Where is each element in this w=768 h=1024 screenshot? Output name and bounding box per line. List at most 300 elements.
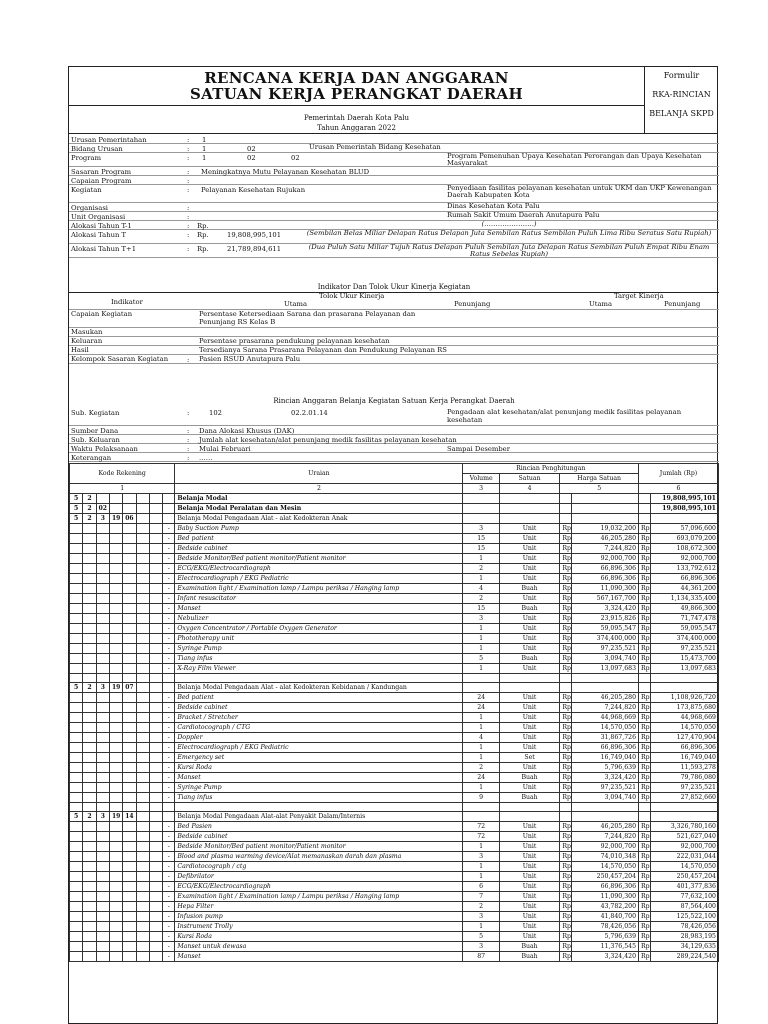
volume-cell: 1 — [463, 713, 499, 723]
blank-cell — [499, 803, 560, 812]
dash-cell: - — [163, 832, 175, 842]
harga-cell — [572, 812, 639, 822]
dash-cell: - — [163, 534, 175, 544]
rp-cell: Rp — [560, 693, 572, 703]
rp-cell: Rp — [560, 733, 572, 743]
rp-cell: Rp — [639, 604, 651, 614]
info-label: Program — [71, 154, 102, 162]
rp-cell: Rp — [560, 564, 572, 574]
alloc-rp: Rp. — [197, 222, 209, 230]
kode-cell — [70, 534, 83, 544]
satuan-cell: Unit — [499, 554, 560, 564]
kode-cell — [70, 872, 83, 882]
h-indikator: Indikator — [111, 298, 143, 306]
kode-cell — [136, 534, 149, 544]
kode-cell — [149, 743, 162, 753]
uraian-cell: Hepa Filter — [175, 902, 463, 912]
kode-cell — [83, 942, 96, 952]
uraian-cell: Belanja Modal Pengadaan Alat - alat Kedokteran Anak — [175, 514, 463, 524]
alloc-rp: Rp. — [197, 231, 209, 239]
kode-cell — [83, 832, 96, 842]
kode-cell — [109, 783, 122, 793]
kode-cell — [96, 644, 109, 654]
rincian-row — [69, 426, 719, 435]
kode-cell — [149, 812, 162, 822]
uraian-cell: Emergency set — [175, 753, 463, 763]
volume-cell — [463, 494, 499, 504]
satuan-cell: Unit — [499, 713, 560, 723]
info-row — [69, 244, 719, 258]
kode-cell — [136, 664, 149, 674]
kode-cell — [136, 723, 149, 733]
harga-cell: 7,244,820 — [572, 832, 639, 842]
jumlah-cell: 14,570,050 — [651, 723, 719, 733]
kode-cell — [109, 922, 122, 932]
kode-cell — [70, 942, 83, 952]
kode-cell — [149, 862, 162, 872]
indicator-head — [69, 292, 719, 310]
harga-cell — [572, 683, 639, 693]
kode-cell — [136, 882, 149, 892]
rp-cell: Rp — [639, 832, 651, 842]
kode-cell: 19 — [109, 514, 122, 524]
info-code-3: 02 — [291, 154, 300, 162]
kode-cell — [96, 574, 109, 584]
kode-cell — [96, 703, 109, 713]
kode-cell — [136, 634, 149, 644]
rp-cell: Rp — [639, 544, 651, 554]
rp-cell: Rp — [639, 773, 651, 783]
info-right: Rumah Sakit Umum Daerah Anutapura Palu — [447, 211, 600, 219]
indicator-label: Masukan — [71, 328, 103, 336]
rp-cell: Rp — [560, 942, 572, 952]
kode-cell — [96, 564, 109, 574]
kode-cell — [136, 942, 149, 952]
kode-cell — [109, 654, 122, 664]
harga-cell: 16,749,040 — [572, 753, 639, 763]
kode-cell — [109, 862, 122, 872]
info-label: Alokasi Tahun T-1 — [71, 222, 132, 230]
kode-cell — [83, 822, 96, 832]
table-row — [70, 902, 719, 912]
h-penunjang-1: Penunjang — [454, 300, 491, 308]
rp-cell: Rp — [560, 892, 572, 902]
table-row — [70, 952, 719, 962]
kode-cell — [123, 743, 136, 753]
rp-cell: Rp — [560, 644, 572, 654]
kode-cell — [149, 594, 162, 604]
uraian-cell: Bedside cabinet — [175, 703, 463, 713]
dash-cell: - — [163, 862, 175, 872]
harga-cell: 3,324,420 — [572, 952, 639, 962]
jumlah-cell: 92,000,700 — [651, 842, 719, 852]
volume-cell: 72 — [463, 832, 499, 842]
kode-cell — [136, 614, 149, 624]
uraian-cell: Examination light / Examination lamp / Lampu periksa / Hanging lamp — [175, 584, 463, 594]
satuan-cell — [499, 514, 560, 524]
uraian-cell: Blood and plasma warming device/Alat memanaskan darah dan plasma — [175, 852, 463, 862]
blank-cell — [175, 674, 463, 683]
kode-cell — [136, 683, 149, 693]
kode-cell — [109, 872, 122, 882]
kode-cell — [136, 564, 149, 574]
rp-cell: Rp — [639, 793, 651, 803]
kode-cell — [149, 574, 162, 584]
rp-cell: Rp — [560, 763, 572, 773]
table-row — [70, 882, 719, 892]
volume-cell: 1 — [463, 554, 499, 564]
kode-cell — [70, 882, 83, 892]
table-row — [70, 822, 719, 832]
kode-cell: 19 — [109, 812, 122, 822]
uraian-cell: Belanja Modal — [175, 494, 463, 504]
info-label: Capaian Program — [71, 177, 132, 185]
jumlah-cell: 66,896,306 — [651, 743, 719, 753]
satuan-cell: Unit — [499, 564, 560, 574]
kode-cell — [70, 902, 83, 912]
rp-cell: Rp — [639, 634, 651, 644]
uraian-cell: Manset untuk dewasa — [175, 942, 463, 952]
kode-cell — [149, 504, 162, 514]
kode-cell: 07 — [123, 683, 136, 693]
jumlah-cell: 19,808,995,101 — [651, 494, 719, 504]
kode-cell — [123, 693, 136, 703]
rp-cell: Rp — [639, 584, 651, 594]
satuan-cell: Unit — [499, 723, 560, 733]
kode-cell — [83, 882, 96, 892]
kode-cell — [109, 624, 122, 634]
satuan-cell: Unit — [499, 534, 560, 544]
kode-cell — [70, 624, 83, 634]
kode-cell — [136, 644, 149, 654]
kode-cell — [149, 654, 162, 664]
form-label: Formulir — [663, 71, 700, 80]
kode-cell — [136, 514, 149, 524]
kode-cell — [109, 554, 122, 564]
kode-cell — [96, 604, 109, 614]
satuan-cell: Unit — [499, 693, 560, 703]
alloc-rp: Rp. — [197, 245, 209, 253]
rp-cell: Rp — [560, 723, 572, 733]
kode-cell — [70, 664, 83, 674]
volume-cell: 3 — [463, 942, 499, 952]
rp-cell: Rp — [560, 614, 572, 624]
rp-cell: Rp — [560, 634, 572, 644]
rp-cell: Rp — [560, 902, 572, 912]
header-title-box — [69, 67, 645, 133]
kode-cell — [70, 743, 83, 753]
kode-cell — [149, 604, 162, 614]
dash-cell: - — [163, 922, 175, 932]
rp-cell: Rp — [639, 902, 651, 912]
kode-cell: 14 — [123, 812, 136, 822]
kode-cell — [149, 733, 162, 743]
kode-cell — [96, 793, 109, 803]
kode-cell — [70, 544, 83, 554]
kode-cell — [70, 654, 83, 664]
indicator-text: Persentase Ketersediaan Sarana dan prasarana Pelayanan dan Penunjang RS Kelas B — [199, 310, 416, 326]
dash-cell: - — [163, 773, 175, 783]
kode-cell — [96, 922, 109, 932]
kode-cell — [96, 783, 109, 793]
dash-cell: - — [163, 703, 175, 713]
table-row — [70, 614, 719, 624]
kode-cell — [96, 584, 109, 594]
blank-cell — [499, 674, 560, 683]
kode-cell — [109, 723, 122, 733]
uraian-cell: Cardiotocograph / CTG — [175, 723, 463, 733]
rp-cell: Rp — [639, 733, 651, 743]
satuan-cell — [499, 494, 560, 504]
dash-cell: - — [163, 584, 175, 594]
jumlah-cell: 374,400,000 — [651, 634, 719, 644]
kode-cell — [149, 644, 162, 654]
info-colon: : — [187, 213, 190, 221]
rp-cell: Rp — [639, 654, 651, 664]
blank-cell — [83, 674, 96, 683]
kode-cell — [136, 922, 149, 932]
table-row — [70, 773, 719, 783]
head-n1: 1 — [70, 484, 175, 494]
volume-cell — [463, 514, 499, 524]
blank-cell — [70, 674, 83, 683]
kode-cell — [96, 524, 109, 534]
kode-cell — [83, 872, 96, 882]
blank-cell — [123, 674, 136, 683]
kode-cell — [149, 693, 162, 703]
indicator-label: Capaian Kegiatan — [71, 310, 133, 318]
kode-cell — [83, 554, 96, 564]
indicator-text: Tersedianya Sarana Prasarana Pelayanan dan Pendukung Pelayanan RS — [199, 346, 447, 354]
table-row — [70, 504, 719, 514]
uraian-cell: Bedside cabinet — [175, 832, 463, 842]
table-row — [70, 494, 719, 504]
table-row — [70, 892, 719, 902]
satuan-cell: Unit — [499, 783, 560, 793]
rp-cell: Rp — [639, 892, 651, 902]
jumlah-cell — [651, 514, 719, 524]
info-right: Dinas Kesehatan Kota Palu — [447, 202, 540, 210]
satuan-cell: Unit — [499, 664, 560, 674]
satuan-cell — [499, 683, 560, 693]
jumlah-cell: 1,108,926,720 — [651, 693, 719, 703]
harga-cell — [572, 514, 639, 524]
rp-cell — [639, 504, 651, 514]
dash-cell: - — [163, 614, 175, 624]
jumlah-cell: 250,457,204 — [651, 872, 719, 882]
kode-cell — [96, 733, 109, 743]
rp-cell: Rp — [639, 842, 651, 852]
volume-cell: 4 — [463, 733, 499, 743]
items-table — [69, 463, 719, 962]
uraian-cell: Electrocardiograph / EKG Pediatric — [175, 743, 463, 753]
jumlah-cell: 59,095,547 — [651, 624, 719, 634]
blank-cell — [109, 674, 122, 683]
kode-cell — [136, 574, 149, 584]
harga-cell: 5,796,639 — [572, 763, 639, 773]
kode-cell — [109, 952, 122, 962]
uraian-cell: Tiang infus — [175, 793, 463, 803]
jumlah-cell: 3,326,780,160 — [651, 822, 719, 832]
table-row — [70, 634, 719, 644]
kode-cell — [123, 882, 136, 892]
rp-cell: Rp — [560, 842, 572, 852]
kode-cell — [109, 912, 122, 922]
kode-cell — [136, 544, 149, 554]
harga-cell: 92,000,700 — [572, 842, 639, 852]
harga-cell: 250,457,204 — [572, 872, 639, 882]
indicator-colon: : — [187, 356, 190, 364]
dash-cell: - — [163, 564, 175, 574]
table-row — [70, 574, 719, 584]
table-row — [70, 624, 719, 634]
satuan-cell: Buah — [499, 773, 560, 783]
rp-cell: Rp — [560, 604, 572, 614]
harga-cell: 97,235,521 — [572, 644, 639, 654]
kode-cell — [83, 852, 96, 862]
rp-cell — [560, 504, 572, 514]
head-jumlah: Jumlah (Rp) — [639, 464, 719, 484]
blank-cell — [149, 674, 162, 683]
rp-cell: Rp — [639, 534, 651, 544]
volume-cell: 1 — [463, 842, 499, 852]
rincian-title: Rincian Anggaran Belanja Kegiatan Satuan Kerja Perangkat Daerah — [273, 397, 515, 405]
indicator-label: Hasil — [71, 346, 89, 354]
jumlah-cell: 49,866,300 — [651, 604, 719, 614]
uraian-cell: ECG/EKG/Electrocardiograph — [175, 564, 463, 574]
kode-cell — [83, 614, 96, 624]
kode-cell — [136, 812, 149, 822]
kode-cell — [149, 922, 162, 932]
kode-cell — [70, 793, 83, 803]
kode-cell — [109, 564, 122, 574]
kode-cell — [96, 494, 109, 504]
h-penunjang-2: Penunjang — [664, 300, 701, 308]
blank-cell — [123, 803, 136, 812]
kode-cell — [136, 703, 149, 713]
indicator-label: Keluaran — [71, 337, 103, 345]
info-label: Alokasi Tahun T — [71, 231, 127, 239]
info-colon: : — [187, 177, 190, 185]
budget-table — [69, 463, 719, 962]
harga-cell — [572, 494, 639, 504]
jumlah-cell: 87,564,400 — [651, 902, 719, 912]
kode-cell — [149, 793, 162, 803]
table-row — [70, 932, 719, 942]
satuan-cell: Unit — [499, 872, 560, 882]
kode-cell — [109, 902, 122, 912]
rp-cell: Rp — [639, 753, 651, 763]
kode-cell — [109, 664, 122, 674]
kode-cell — [70, 952, 83, 962]
kode-cell — [149, 494, 162, 504]
kode-cell — [123, 644, 136, 654]
kode-cell — [96, 624, 109, 634]
kode-cell — [149, 564, 162, 574]
harga-cell: 11,376,545 — [572, 942, 639, 952]
satuan-cell: Buah — [499, 952, 560, 962]
kode-cell — [149, 832, 162, 842]
dash-cell: - — [163, 763, 175, 773]
harga-cell: 59,095,547 — [572, 624, 639, 634]
kode-cell — [109, 832, 122, 842]
kode-cell: 5 — [70, 504, 83, 514]
dash-cell: - — [163, 882, 175, 892]
dash-cell — [163, 812, 175, 822]
kode-cell: 2 — [83, 504, 96, 514]
jumlah-cell: 34,129,635 — [651, 942, 719, 952]
kode-cell — [149, 703, 162, 713]
rp-cell: Rp — [639, 723, 651, 733]
satuan-cell: Unit — [499, 882, 560, 892]
kode-cell — [123, 614, 136, 624]
dash-cell — [163, 494, 175, 504]
kode-cell — [123, 574, 136, 584]
volume-cell: 72 — [463, 822, 499, 832]
rp-cell: Rp — [560, 822, 572, 832]
kode-cell — [136, 713, 149, 723]
kode-cell — [83, 842, 96, 852]
blank-cell — [560, 674, 572, 683]
kode-cell — [109, 574, 122, 584]
kode-cell — [70, 634, 83, 644]
kode-cell — [136, 793, 149, 803]
kode-cell — [96, 842, 109, 852]
rp-cell: Rp — [639, 942, 651, 952]
info-row — [69, 167, 719, 176]
table-spacer-row — [70, 674, 719, 683]
satuan-cell: Unit — [499, 634, 560, 644]
kode-cell — [96, 713, 109, 723]
dash-cell: - — [163, 664, 175, 674]
uraian-cell: Infusion pump — [175, 912, 463, 922]
harga-cell: 14,570,050 — [572, 862, 639, 872]
rp-cell: Rp — [560, 654, 572, 664]
volume-cell: 1 — [463, 922, 499, 932]
kode-cell — [70, 763, 83, 773]
form-code: RKA-RINCIAN — [652, 90, 711, 99]
kode-cell: 3 — [96, 812, 109, 822]
blank-cell — [163, 674, 175, 683]
table-row — [70, 862, 719, 872]
jumlah-cell: 173,875,680 — [651, 703, 719, 713]
satuan-cell: Buah — [499, 942, 560, 952]
kode-cell — [136, 842, 149, 852]
volume-cell: 2 — [463, 564, 499, 574]
harga-cell: 74,010,348 — [572, 852, 639, 862]
kode-cell — [136, 822, 149, 832]
kode-cell — [136, 872, 149, 882]
kode-cell — [96, 723, 109, 733]
kode-cell — [96, 912, 109, 922]
kode-cell — [123, 703, 136, 713]
volume-cell: 5 — [463, 654, 499, 664]
kode-cell — [149, 852, 162, 862]
dash-cell: - — [163, 783, 175, 793]
harga-cell: 44,968,669 — [572, 713, 639, 723]
form-box — [644, 67, 719, 133]
kode-cell — [83, 604, 96, 614]
kode-cell — [96, 743, 109, 753]
kode-cell — [136, 524, 149, 534]
satuan-cell: Unit — [499, 822, 560, 832]
uraian-cell: Electrocardiograph / EKG Pediatric — [175, 574, 463, 584]
rp-cell: Rp — [560, 882, 572, 892]
harga-cell: 3,094,740 — [572, 793, 639, 803]
info-code-1: 1 — [202, 136, 207, 144]
jumlah-cell: 289,224,540 — [651, 952, 719, 962]
rincian-row — [69, 453, 719, 462]
